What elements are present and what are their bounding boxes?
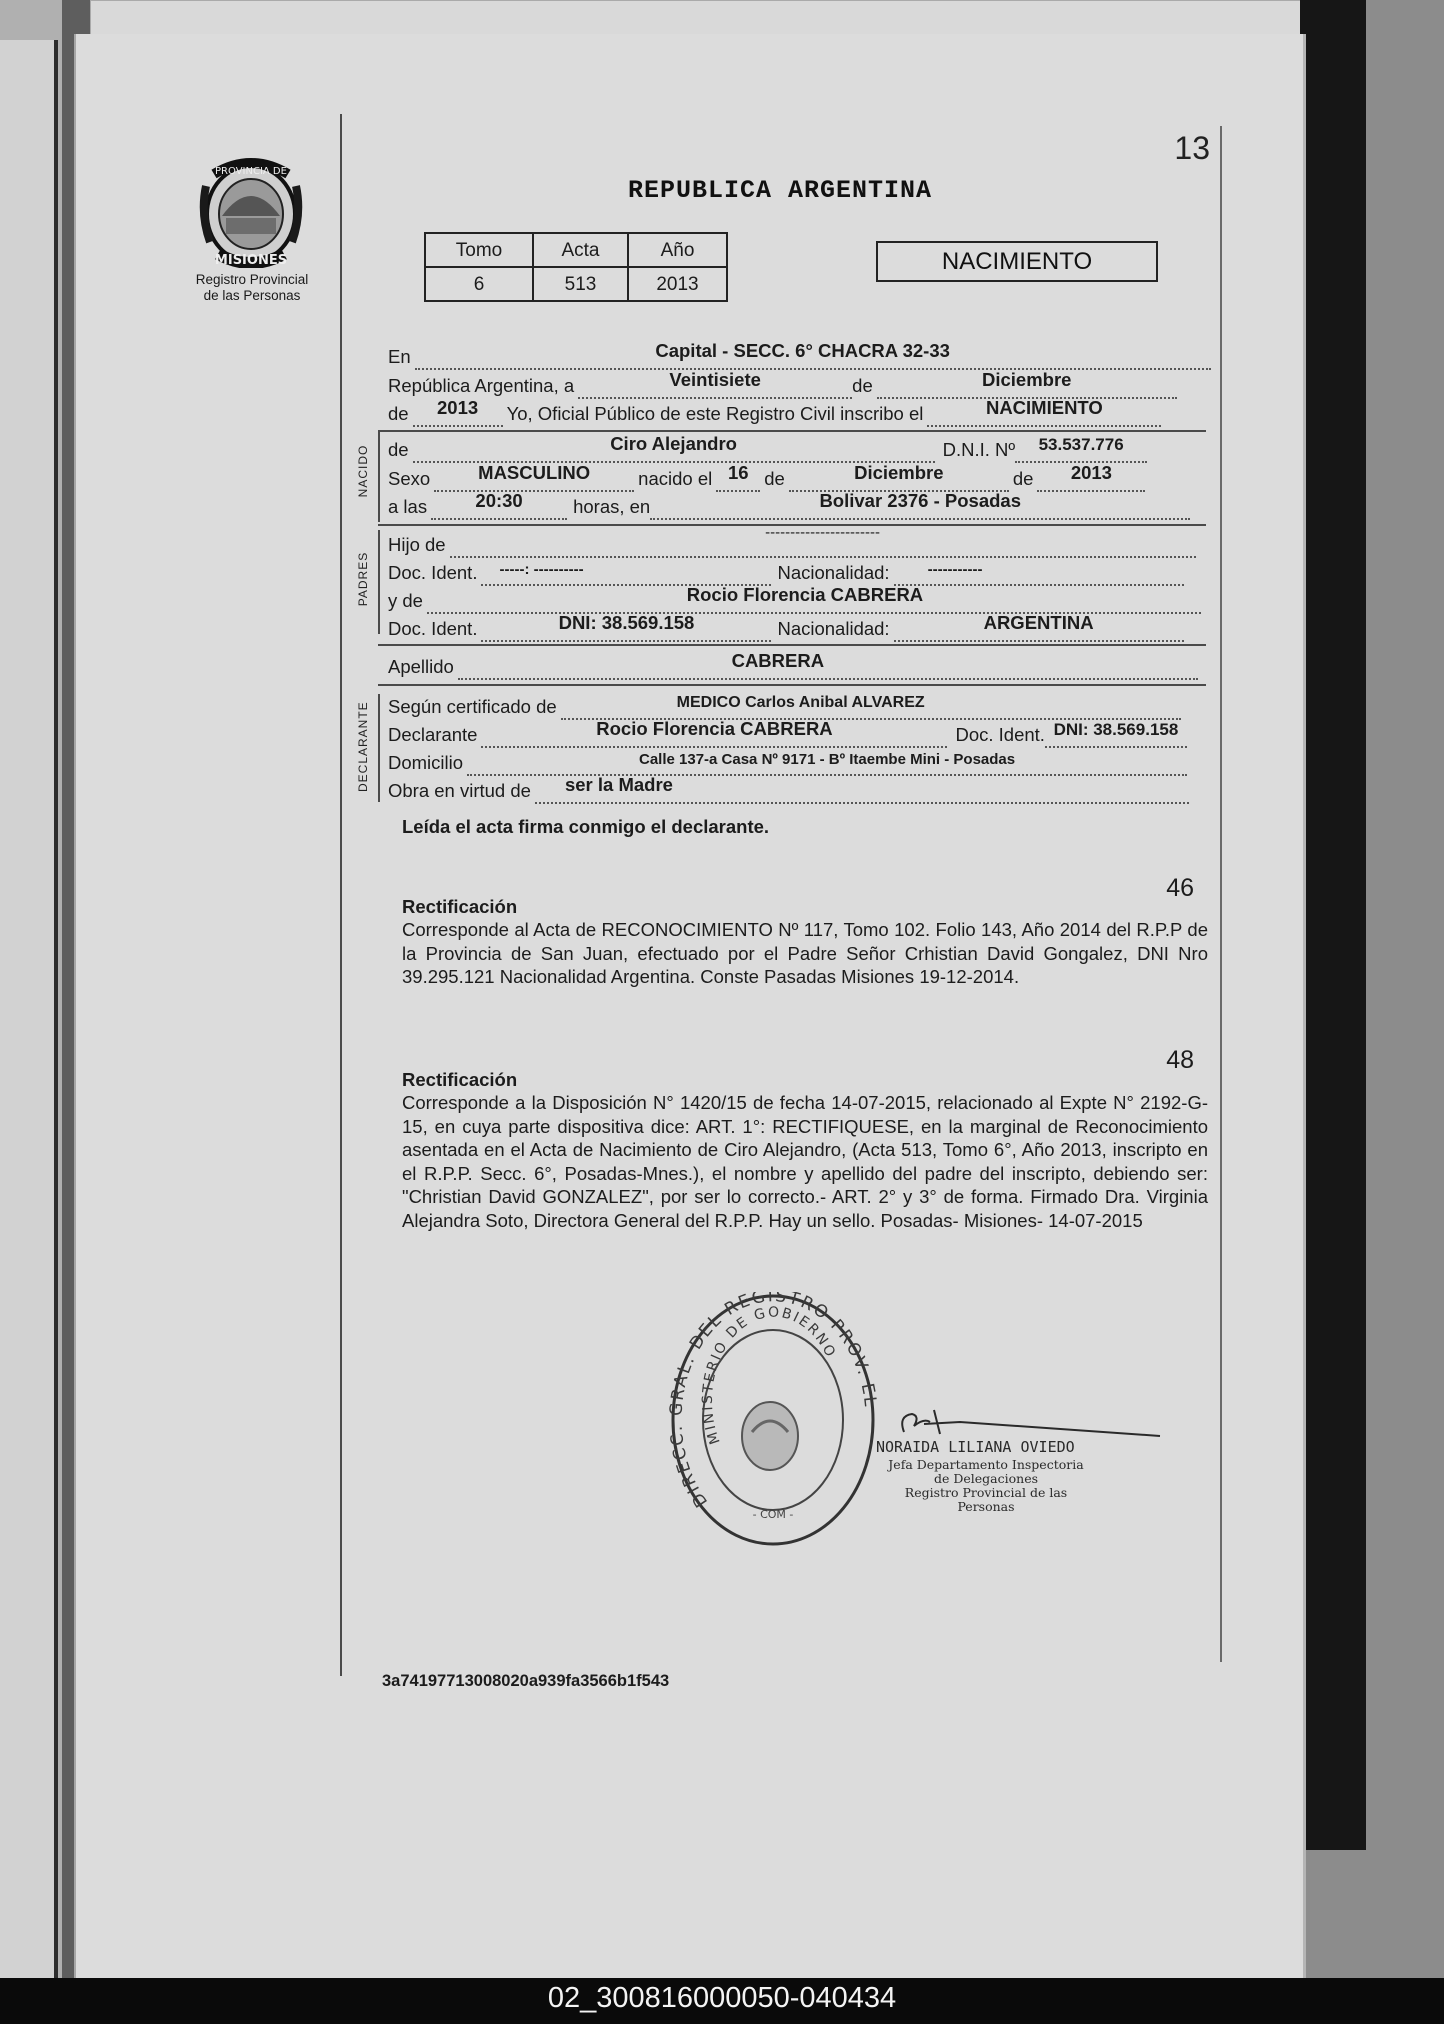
apellido-value: CABRERA — [731, 650, 825, 671]
mes-field — [877, 369, 1177, 399]
nacido-el-label: nacido el — [638, 468, 713, 489]
declarante-field — [481, 718, 947, 748]
signatory-title-line1: Jefa Departamento Inspectoria — [888, 1457, 1084, 1472]
y-de-label: y de — [388, 590, 423, 611]
dia-nac-field — [716, 462, 760, 492]
rectificacion-number: 46 — [1166, 874, 1194, 902]
hora-field — [431, 490, 567, 520]
nombre-value: Ciro Alejandro — [610, 433, 737, 454]
stamp-inner-text: MINISTERIO DE GOBIERNO — [699, 1304, 839, 1447]
left-sheet — [0, 40, 58, 1978]
domicilio-field — [467, 751, 1187, 776]
padre-field — [450, 524, 1196, 558]
seal-bottom-text: MISIONES — [214, 253, 288, 268]
lugar-nac-field — [650, 490, 1190, 520]
document-hash: 3a74197713008020a939fa3566b1f543 — [382, 1672, 670, 1690]
acta-header: Acta — [533, 233, 628, 267]
separator — [378, 430, 1206, 432]
document-page — [74, 34, 1306, 1978]
nombre-field — [413, 433, 935, 463]
de-label-5: de — [1012, 468, 1034, 489]
declarante-value: Rocio Florencia CABRERA — [596, 718, 833, 739]
declarante-doc-value: DNI: 38.569.158 — [1053, 720, 1179, 739]
nacido-bracket — [378, 430, 380, 522]
row-hora — [388, 490, 1190, 520]
binder-edge — [1300, 0, 1366, 1850]
madre-nac-value: ARGENTINA — [983, 612, 1094, 633]
certificado-value: MEDICO Carlos Anibal ALVAREZ — [676, 694, 925, 711]
mes-nac-field — [789, 462, 1009, 492]
anio-nac-value: 2013 — [1070, 462, 1112, 483]
anio-nac-field — [1037, 462, 1145, 492]
declarante-section-label: DECLARANTE — [356, 701, 370, 792]
row-fecha — [388, 369, 1177, 399]
madre-nac-field — [894, 612, 1184, 642]
tipo-field — [927, 397, 1161, 427]
row-nombre — [388, 433, 1147, 463]
left-margin-line — [340, 114, 342, 1676]
anio-text: 2013 — [437, 397, 479, 418]
declarante-doc-field — [1045, 720, 1187, 748]
sexo-label: Sexo — [388, 468, 431, 489]
obra-value: ser la Madre — [564, 774, 673, 795]
madre-field — [427, 584, 1201, 614]
nacionalidad-label: Nacionalidad: — [777, 562, 890, 583]
row-padre-doc — [388, 560, 1184, 586]
row-declarante — [388, 718, 1187, 748]
rectificacion-body: Corresponde al Acta de RECONOCIMIENTO Nº 117, Tomo 102. Folio 143, Año 2014 del R.P.P de la Provincia de San Juan, efectuado por el Padre Señor Crhistian David Gongalez, DNI Nro 39.295.121 Nacionalidad Argentina. Conste Pasadas Misiones 19-12-2014. — [402, 919, 1208, 987]
dia-value: Veintisiete — [669, 369, 761, 390]
closing-statement: Leída el acta firma conmigo el declarante. — [402, 816, 770, 837]
hijo-label: Hijo de — [388, 534, 446, 555]
apellido-label: Apellido — [388, 656, 454, 677]
dni-field — [1015, 435, 1147, 463]
row-padre — [388, 524, 1196, 558]
signatory-title-line2: de Delegaciones — [933, 1471, 1039, 1486]
tomo-header: Tomo — [425, 233, 533, 267]
en-label: En — [388, 346, 411, 367]
row-domicilio — [388, 750, 1187, 776]
row-sexo — [388, 462, 1145, 492]
apellido-field — [458, 650, 1198, 680]
de-label-4: de — [764, 468, 785, 489]
domicilio-value: Calle 137-a Casa Nº 9171 - Bº Itaembe Mini - Posadas — [638, 751, 1016, 768]
madre-value: Rocio Florencia CABRERA — [686, 584, 924, 605]
official-stamp-icon — [668, 1292, 878, 1548]
separator — [378, 684, 1206, 686]
row-madre — [388, 584, 1201, 614]
padres-section-label: PADRES — [356, 551, 370, 607]
separator — [378, 644, 1206, 646]
footer-filename: 02_300816000050-040434 — [547, 1982, 897, 2014]
stamp-ring-text: DIRECC. GRAL. DEL REGISTRO PROV. E — [668, 1292, 878, 1511]
republica-label: República Argentina, a — [388, 375, 575, 396]
padre-nac-field — [894, 561, 1184, 586]
acta-value: 513 — [533, 267, 628, 301]
signatory-name: NORAIDA LILIANA OVIEDO — [876, 1438, 1075, 1456]
obra-label: Obra en virtud de — [388, 780, 531, 801]
madre-doc-value: DNI: 38.569.158 — [558, 612, 695, 633]
anio-field — [413, 397, 503, 427]
signatory-title-line3: Registro Provincial de las Personas — [904, 1485, 1068, 1514]
certificado-field — [561, 694, 1181, 720]
stamp-bottom-text: - COM - — [752, 1508, 794, 1521]
padre-doc-field — [481, 561, 771, 586]
declarante-bracket — [378, 694, 380, 802]
rectificacion-title: Rectificación — [402, 1069, 518, 1090]
horas-en-label: horas, en — [573, 496, 651, 517]
right-margin-line — [1220, 126, 1222, 1662]
dni-value: 53.537.776 — [1038, 435, 1124, 454]
padres-bracket — [378, 530, 380, 634]
tomo-value: 6 — [425, 267, 533, 301]
doc-label: Doc. Ident. — [388, 562, 478, 583]
provincial-seal-icon — [196, 156, 306, 268]
row-apellido — [388, 650, 1198, 680]
madre-doc-field — [481, 612, 771, 642]
seal-top-text: PROVINCIA DE — [215, 166, 287, 177]
mes-nac-value: Diciembre — [854, 462, 944, 483]
padre-doc-value: -----: ---------- — [499, 561, 584, 578]
rectificacion-title: Rectificación — [402, 896, 518, 917]
padre-value: ----------------------- — [765, 524, 881, 541]
page-number: 13 — [1174, 130, 1210, 166]
seal-caption-line2: de las Personas — [203, 288, 301, 303]
seal-caption-line1: Registro Provincial — [195, 272, 309, 287]
dia-field — [578, 369, 852, 399]
nacido-section-label: NACIDO — [356, 444, 370, 498]
row-anio — [388, 397, 1161, 427]
hora-label: a las — [388, 496, 428, 517]
row-certificado — [388, 694, 1181, 720]
dia-nac-value: 16 — [727, 462, 749, 483]
anio-header: Año — [628, 233, 727, 267]
domicilio-label: Domicilio — [388, 752, 464, 773]
lugar-value: Capital - SECC. 6° CHACRA 32-33 — [655, 340, 950, 361]
lugar-nac-value: Bolivar 2376 - Posadas — [819, 490, 1021, 511]
document-heading: REPUBLICA ARGENTINA — [627, 176, 933, 205]
doc-label-3: Doc. Ident. — [955, 724, 1045, 745]
sexo-field — [434, 462, 634, 492]
de-label-3: de — [388, 439, 409, 460]
row-lugar — [388, 340, 1211, 370]
sexo-value: MASCULINO — [478, 462, 591, 483]
declarante-label: Declarante — [388, 724, 478, 745]
nacionalidad-label-2: Nacionalidad: — [777, 618, 890, 639]
de-label: de — [852, 375, 873, 396]
certificado-label: Según certificado de — [388, 696, 557, 717]
register-table — [424, 232, 728, 302]
anio-value: 2013 — [628, 267, 727, 301]
row-obra — [388, 774, 1189, 804]
seal-caption — [178, 272, 326, 304]
tipo-value: NACIMIENTO — [985, 397, 1103, 418]
mes-value: Diciembre — [982, 369, 1072, 390]
obra-field — [535, 774, 1189, 804]
rectificacion-number: 48 — [1166, 1046, 1194, 1074]
row-madre-doc — [388, 612, 1184, 642]
yo-text: Yo, Oficial Público de este Registro Civil inscribo el — [506, 403, 924, 424]
padre-nac-value: ----------- — [927, 561, 983, 578]
record-type-box: NACIMIENTO — [876, 241, 1158, 282]
de-label-2: de — [388, 403, 409, 424]
lugar-field — [415, 340, 1211, 370]
doc-label-2: Doc. Ident. — [388, 618, 478, 639]
signatory-title — [876, 1458, 1096, 1514]
dni-label: D.N.I. Nº — [942, 439, 1016, 460]
rectificacion-body: Corresponde a la Disposición N° 1420/15 de fecha 14-07-2015, relacionado al Expte N° 2192-G-15, en cuya parte dispositiva dice: ART. 1°: RECTIFIQUESE, en la marginal de Reconocimiento asentada en el Acta de Nacimiento de Ciro Alejandro, (Acta 513, Tomo 6°, Año 2013, inscripto en el R.P.P. Secc. 6°, Posadas-Mnes.), el nombre y apellido del padre del inscripto, debiendo ser: "Christian David GONZALEZ", por ser lo correcto.- ART. 2° y 3° de forma. Firmado Dra. Virginia Alejandra Soto, Directora General del R.P.P. Hay un sello. Posadas- Misiones- 14-07-2015 — [402, 1092, 1208, 1231]
hora-value: 20:30 — [475, 490, 523, 511]
